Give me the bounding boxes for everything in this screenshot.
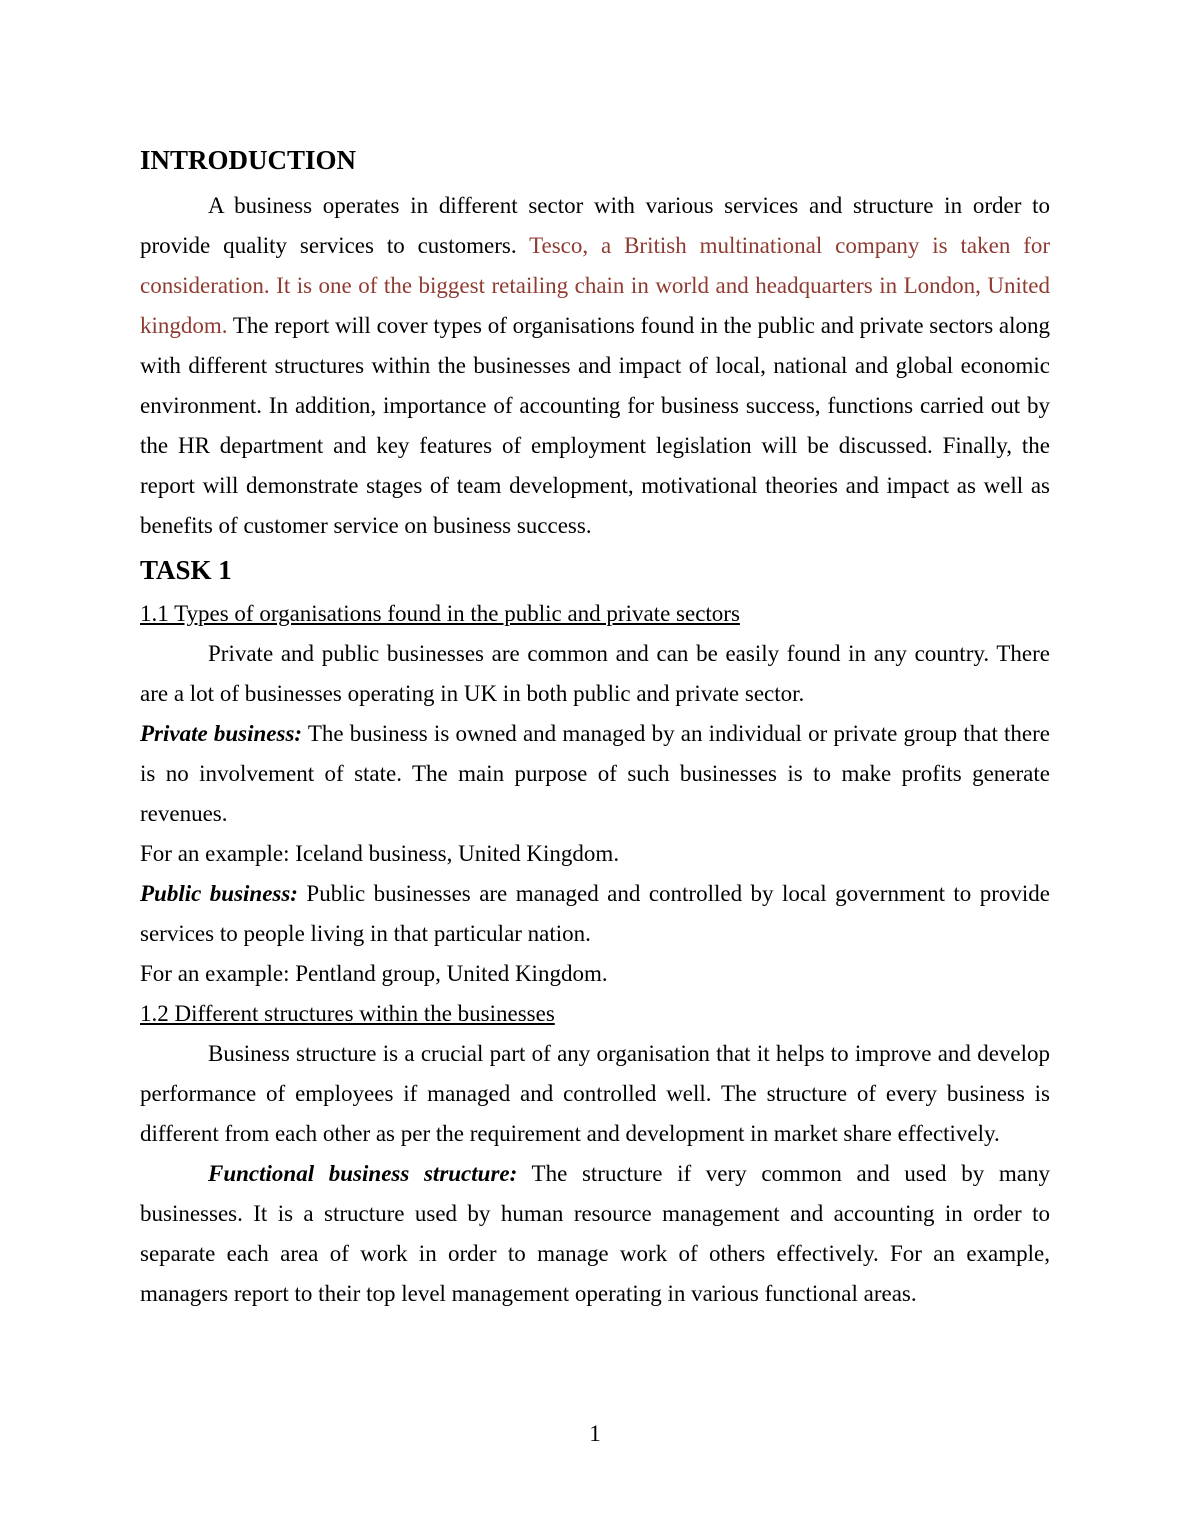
functional-structure-paragraph <box>140 1154 1050 1314</box>
page-number: 1 <box>589 1421 601 1446</box>
functional-structure-text: The structure if very common and used by many businesses. It is a structure used by human resource management and accounting in order to separate each area of work in order to manage work of others effectively. For an example, managers report to their top level management operating in various functional areas. <box>140 1161 1050 1306</box>
intro-paragraph <box>140 186 1050 546</box>
private-business-example: For an example: Iceland business, United Kingdom. <box>140 841 620 866</box>
intro-run-red: Tesco, a British multinational company is taken for consideration. It is one of the biggest retailing chain in world and headquarters in London, United kingdom. <box>140 233 1051 338</box>
private-business-text: The business is owned and managed by an individual or private group that there is no involvement of state. The main purpose of such businesses is to make profits generate revenues. <box>140 721 1050 826</box>
public-business-example: For an example: Pentland group, United Kingdom. <box>140 961 608 986</box>
section-1-2-paragraph: Business structure is a crucial part of any organisation that it helps to improve and develop performance of employees if managed and controlled well. The structure of every business is different from each other as per the requirement and development in market share effectively. <box>140 1041 1050 1146</box>
private-business-label: Private business: <box>140 721 303 746</box>
private-business-paragraph <box>140 714 1050 834</box>
public-business-text: Public businesses are managed and controlled by local government to provide services to people living in that particular nation. <box>140 881 1050 946</box>
intro-run-normal-1: A business operates in different sector with various services and structure in order to provide quality services to customers. <box>140 193 1050 258</box>
public-business-label: Public business: <box>140 881 298 906</box>
intro-run-normal-2: The report will cover types of organisations found in the public and private sectors along with different structures within the businesses and impact of local, national and global economic environment. In addition, importance of accounting for business success, functions carried out by the HR department and key features of employment legislation will be discussed. Finally, the report will demonstrate stages of team development, motivational theories and impact as well as benefits of customer service on business success. <box>140 313 1051 538</box>
functional-structure-label: Functional business structure: <box>208 1161 518 1186</box>
section-1-1-paragraph: Private and public businesses are common and can be easily found in any country. There are a lot of businesses operating in UK in both public and private sector. <box>140 641 1050 706</box>
section-1-1-title: 1.1 Types of organisations found in the public and private sectors <box>140 601 740 626</box>
section-1-2-title: 1.2 Different structures within the businesses <box>140 1001 555 1026</box>
public-business-paragraph <box>140 874 1050 954</box>
task1-heading: TASK 1 <box>140 555 232 585</box>
intro-heading: INTRODUCTION <box>140 145 357 175</box>
